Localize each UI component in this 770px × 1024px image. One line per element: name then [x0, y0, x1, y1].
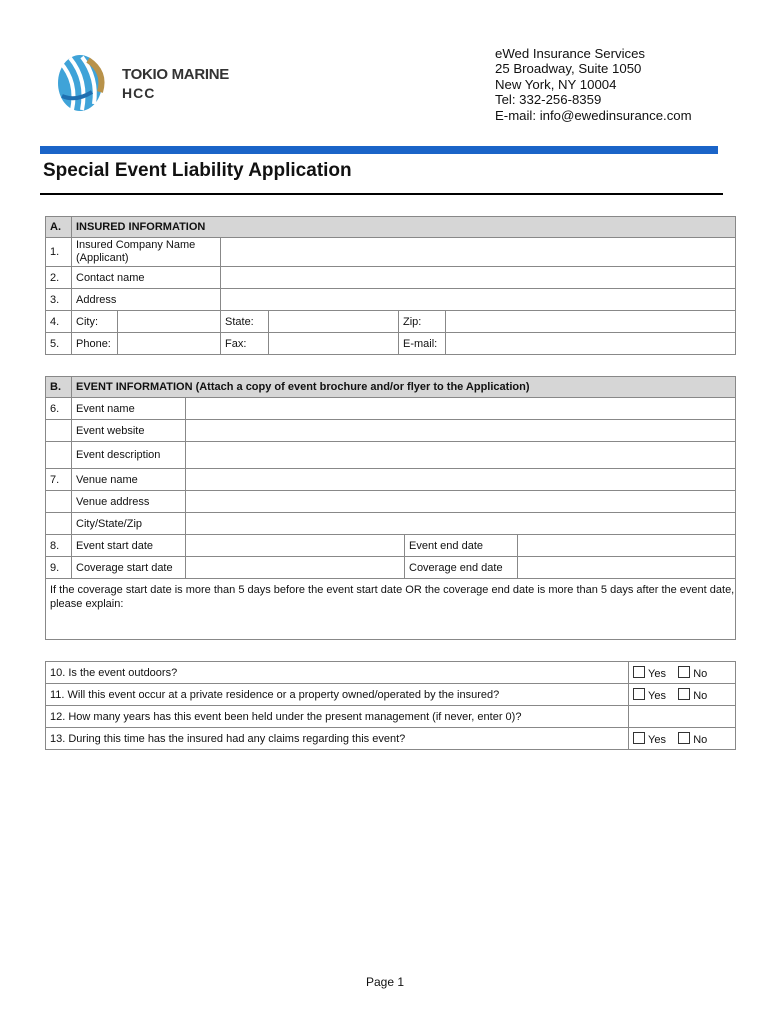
coverage-start-date-label: Coverage start date — [72, 557, 186, 579]
event-end-date-label: Event end date — [405, 535, 518, 557]
row-number: 6. — [46, 398, 72, 420]
question-row — [46, 684, 736, 706]
row-number: 8. — [46, 535, 72, 557]
section-b-heading: EVENT INFORMATION (Attach a copy of event brochure and/or flyer to the Application) — [72, 377, 736, 398]
event-start-date-label: Event start date — [72, 535, 186, 557]
state-label: State: — [221, 311, 269, 333]
venue-name-label: Venue name — [72, 469, 186, 491]
event-start-date-field[interactable] — [186, 535, 405, 557]
row-number — [46, 442, 72, 469]
agency-address-block — [495, 46, 692, 123]
page-title: Special Event Liability Application — [43, 160, 352, 181]
agency-street: 25 Broadway, Suite 1050 — [495, 61, 642, 77]
row-number: 5. — [46, 333, 72, 355]
title-divider — [40, 193, 723, 195]
question-row — [46, 728, 736, 750]
coverage-explanation-field[interactable] — [46, 579, 736, 640]
email-field[interactable] — [446, 333, 736, 355]
page-number: Page 1 — [365, 975, 405, 989]
event-questions — [45, 661, 736, 750]
venue-name-field[interactable] — [186, 469, 736, 491]
city-label: City: — [72, 311, 118, 333]
coverage-end-date-field[interactable] — [518, 557, 736, 579]
answer-outdoors — [629, 662, 736, 684]
answer-private-residence — [629, 684, 736, 706]
row-number: 7. — [46, 469, 72, 491]
address-label: Address — [72, 289, 221, 311]
insured-company-name-label: Insured Company Name (Applicant) — [72, 238, 221, 267]
coverage-end-date-label: Coverage end date — [405, 557, 518, 579]
section-a-heading: INSURED INFORMATION — [72, 217, 736, 238]
row-number: 2. — [46, 267, 72, 289]
event-name-field[interactable] — [186, 398, 736, 420]
venue-address-label: Venue address — [72, 491, 186, 513]
event-end-date-field[interactable] — [518, 535, 736, 557]
email-label: E-mail: — [399, 333, 446, 355]
event-description-label: Event description — [72, 442, 186, 469]
venue-city-state-zip-label: City/State/Zip — [72, 513, 186, 535]
answer-claims — [629, 728, 736, 750]
section-a-letter: A. — [46, 217, 72, 238]
row-number — [46, 420, 72, 442]
phone-field[interactable] — [118, 333, 221, 355]
logo-text-hcc: HCC — [122, 85, 156, 101]
event-description-field[interactable] — [186, 442, 736, 469]
row-number: 9. — [46, 557, 72, 579]
venue-city-state-zip-field[interactable] — [186, 513, 736, 535]
agency-email: E-mail: info@ewedinsurance.com — [495, 107, 692, 123]
question-years-held: 12. How many years has this event been held under the present management (if never, enter 0)? — [46, 706, 629, 728]
city-field[interactable] — [118, 311, 221, 333]
accent-bar — [40, 146, 718, 154]
agency-phone: Tel: 332-256-8359 — [495, 92, 602, 108]
agency-name: eWed Insurance Services — [495, 46, 646, 61]
row-number — [46, 513, 72, 535]
zip-field[interactable] — [446, 311, 736, 333]
section-b-letter: B. — [46, 377, 72, 398]
state-field[interactable] — [269, 311, 399, 333]
coverage-explanation-prompt: If the coverage start date is more than 5 days before the event start date OR the coverage end date is more than 5 days after the event date, please explain: — [50, 584, 735, 610]
yes-label: Yes — [648, 689, 666, 702]
checkbox-yes[interactable] — [633, 688, 645, 700]
fax-label: Fax: — [221, 333, 269, 355]
address-field[interactable] — [221, 289, 736, 311]
checkbox-no[interactable] — [678, 732, 690, 744]
question-outdoors: 10. Is the event outdoors? — [46, 662, 629, 684]
yes-label: Yes — [648, 667, 666, 680]
section-b-event-information — [45, 376, 736, 640]
question-claims: 13. During this time has the insured had any claims regarding this event? — [46, 728, 629, 750]
no-label: No — [693, 667, 708, 680]
row-number: 3. — [46, 289, 72, 311]
coverage-start-date-field[interactable] — [186, 557, 405, 579]
row-number — [46, 491, 72, 513]
event-website-label: Event website — [72, 420, 186, 442]
checkbox-yes[interactable] — [633, 666, 645, 678]
agency-city: New York, NY 10004 — [495, 76, 617, 92]
checkbox-yes[interactable] — [633, 732, 645, 744]
no-label: No — [693, 689, 708, 702]
years-held-field[interactable] — [629, 706, 736, 728]
question-row — [46, 662, 736, 684]
event-name-label: Event name — [72, 398, 186, 420]
checkbox-no[interactable] — [678, 688, 690, 700]
tokio-marine-logo — [52, 52, 242, 114]
logo-emblem-icon — [52, 52, 114, 114]
question-private-residence: 11. Will this event occur at a private residence or a property owned/operated by the insured? — [46, 684, 629, 706]
row-number: 1. — [46, 238, 72, 267]
checkbox-no[interactable] — [678, 666, 690, 678]
section-a-insured-information — [45, 216, 736, 355]
question-row — [46, 706, 736, 728]
phone-label: Phone: — [72, 333, 118, 355]
venue-address-field[interactable] — [186, 491, 736, 513]
no-label: No — [693, 733, 708, 746]
event-website-field[interactable] — [186, 420, 736, 442]
fax-field[interactable] — [269, 333, 399, 355]
zip-label: Zip: — [399, 311, 446, 333]
yes-label: Yes — [648, 733, 666, 746]
insured-company-name-field[interactable] — [221, 238, 736, 267]
logo-text-tokio-marine: TOKIO MARINE — [122, 66, 229, 83]
contact-name-field[interactable] — [221, 267, 736, 289]
contact-name-label: Contact name — [72, 267, 221, 289]
row-number: 4. — [46, 311, 72, 333]
